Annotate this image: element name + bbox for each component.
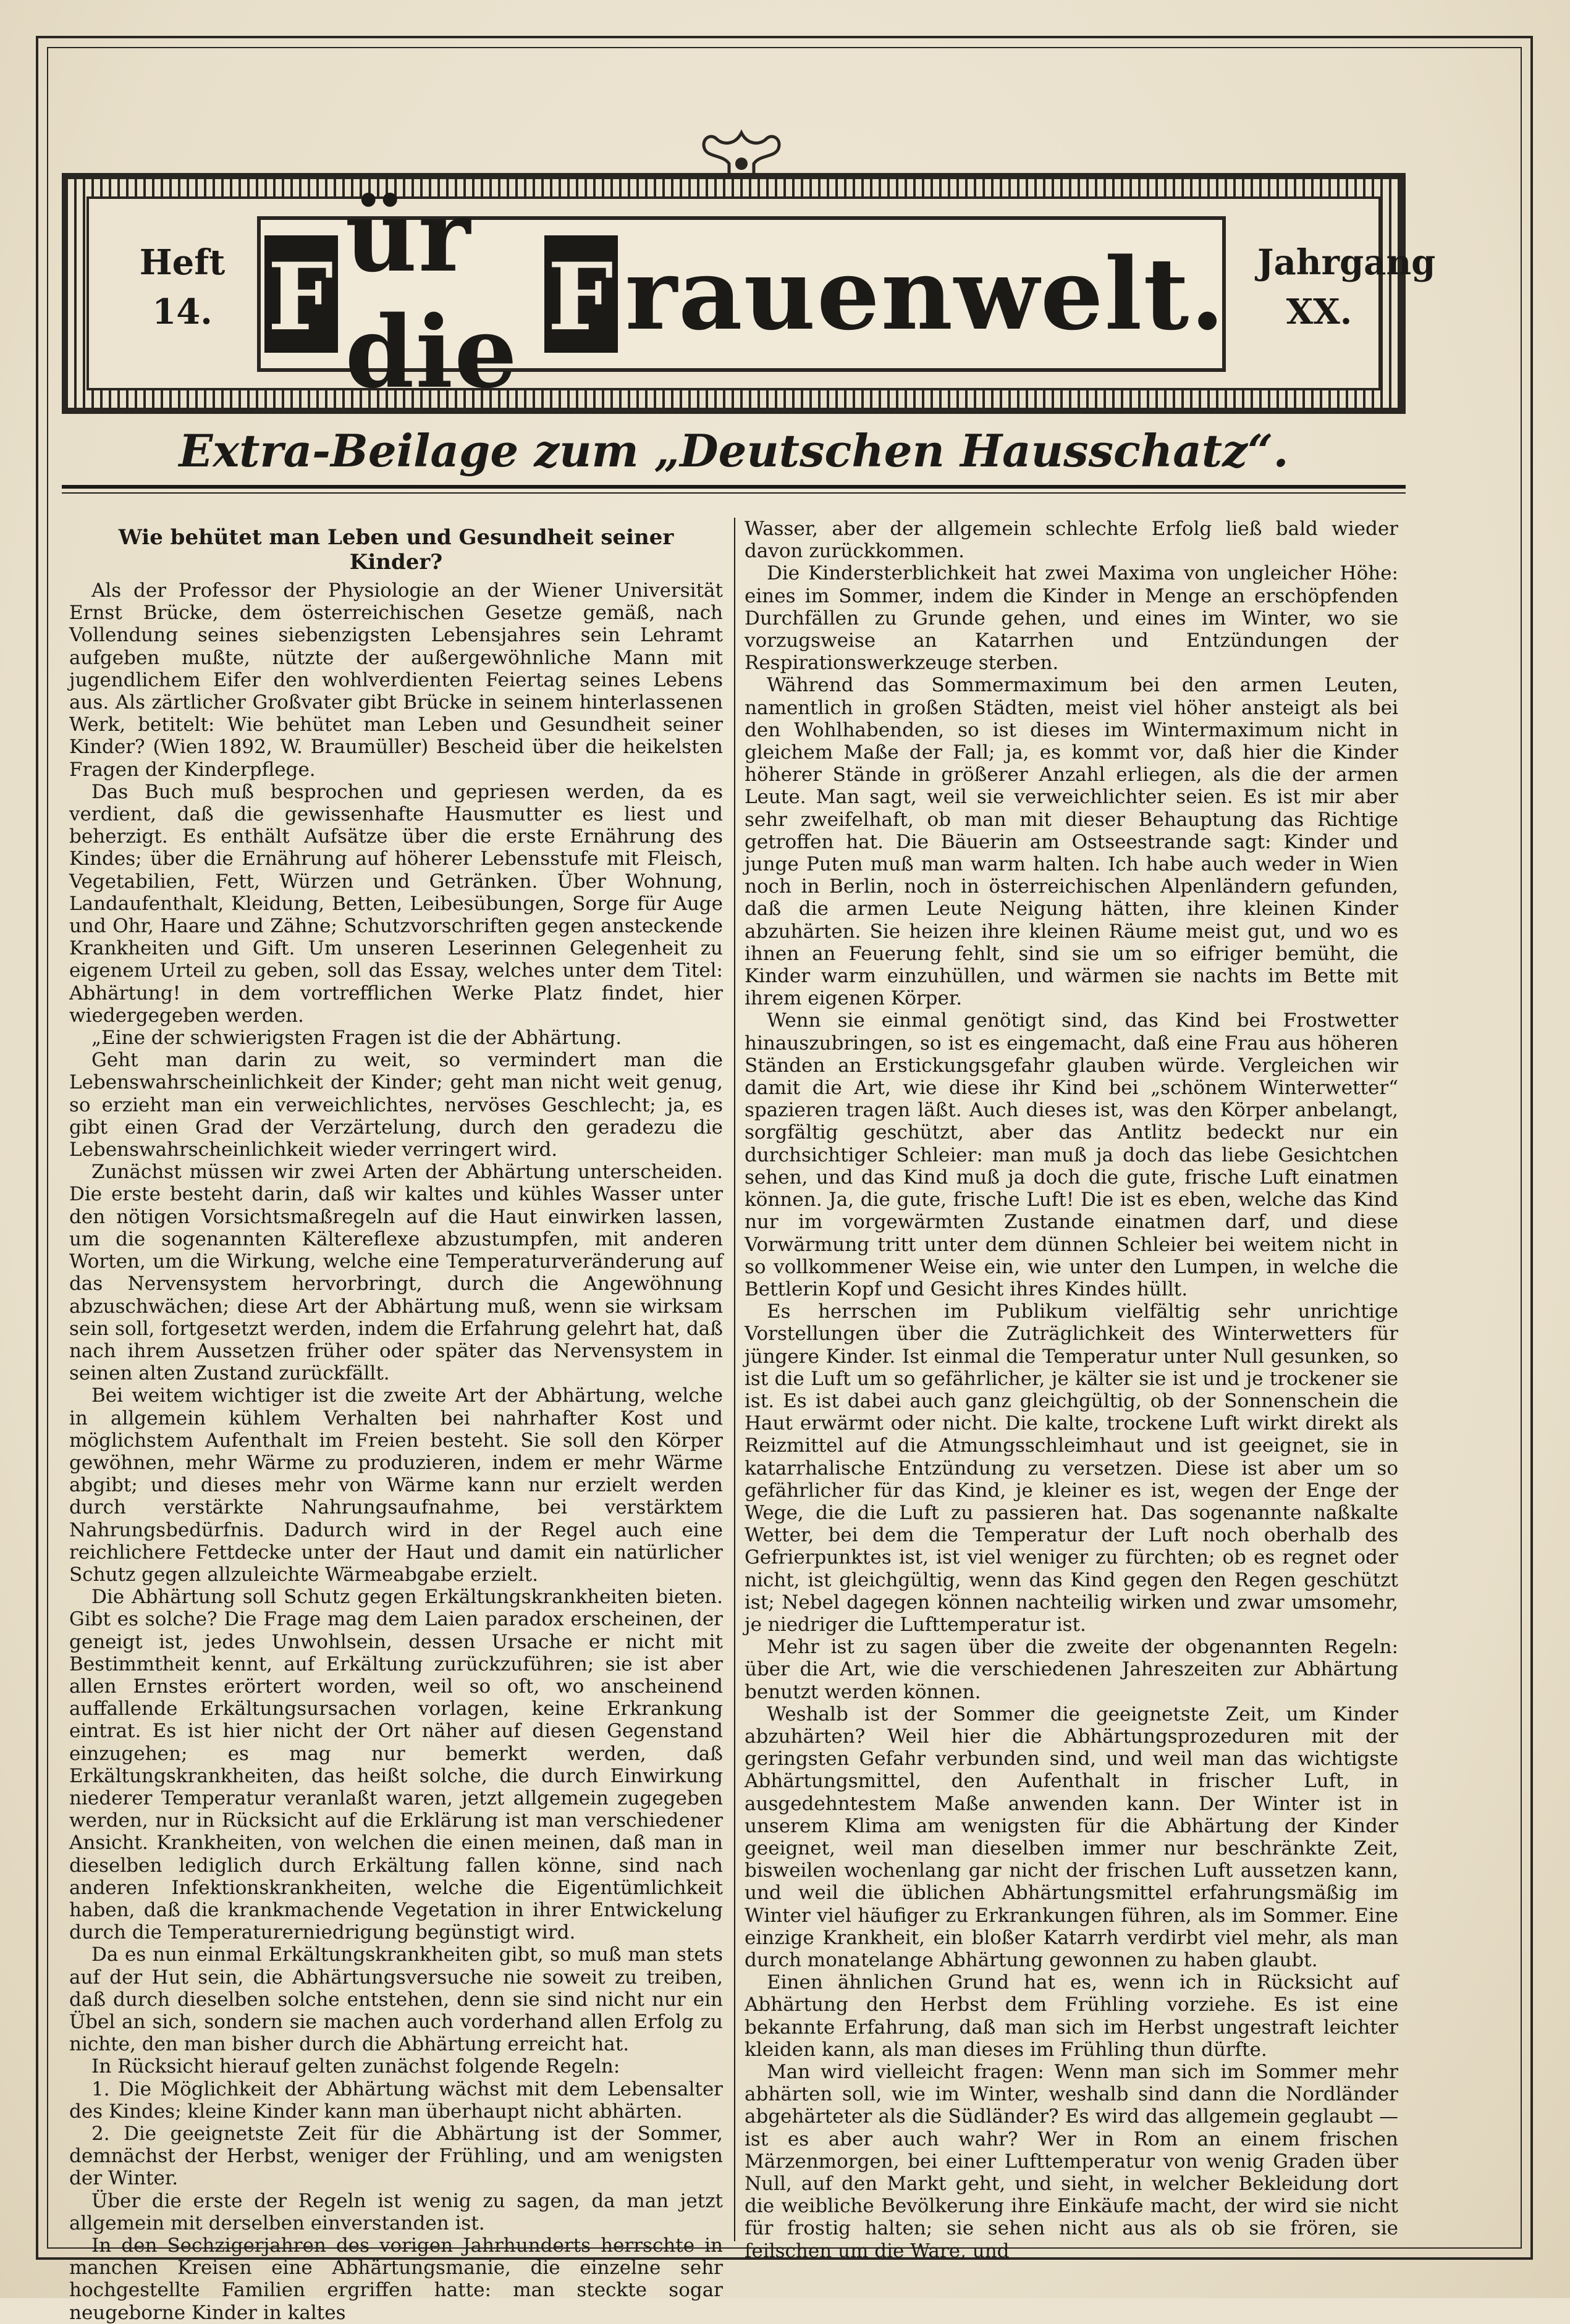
paragraph: Wasser, aber der allgemein schlechte Erfolg ließ bald wieder davon zurückkommen. — [745, 518, 1398, 563]
column-divider — [734, 518, 735, 2241]
heft-label: Heft — [139, 242, 226, 283]
title-initial-f-1: F — [264, 235, 338, 353]
paragraph: Als der Professor der Physiologie an der Wiener Universität Ernst Brücke, dem österreichischen Gesetze gemäß, nach Vollendung seines siebenzigsten Lebensjahres sein Lehramt aufgeben mußte, nützte der außergewöhnliche Mann mit jugendlichem Eifer den wohlverdienten Feiertag seines Lebens aus. Als zärtlicher Großvater gibt Brücke in seinem hinterlassenen Werk, betitelt: Wie behütet man Leben und Gesundheit seiner Kinder? (Wien 1892, W. Braumüller) Bescheid über die heikelsten Fragen der Kinderpflege. — [69, 579, 723, 781]
paragraph: Man wird vielleicht fragen: Wenn man sich im Sommer mehr abhärten soll, wie im Winter, weshalb sind dann die Nordländer abgehärteter als die Südländer? Es wird das allgemein geglaubt — ist es aber auch wahr? Wer in Rom an einem frischen Märzenmorgen, bei einer Lufttemperatur von wenig Graden über Null, auf den Markt geht, und sieht, in welcher Bekleidung dort die weibliche Bevölkerung ihre Einkäufe macht, der wird sie nicht für frostig halten; sie sehen nicht aus als ob sie frören, sie feilschen um die Ware, und — [745, 2061, 1398, 2262]
left-column — [69, 518, 723, 2324]
title-part-2: rauenwelt. — [625, 236, 1226, 352]
article-title: Wie behütet man Leben und Gesundheit seiner Kinder? — [118, 525, 674, 575]
left-column-text — [69, 579, 723, 2324]
paragraph: Mehr ist zu sagen über die zweite der obgenannten Regeln: über die Art, wie die verschiedenen Jahreszeiten zur Abhärtung benutzt werden können. — [745, 1636, 1398, 1703]
paragraph: Einen ähnlichen Grund hat es, wenn ich in Rücksicht auf Abhärtung den Herbst dem Frühling vorziehe. Es ist eine bekannte Erfahrung, daß man sich im Herbst ungestraft leichter kleiden kann, als man dieses im Frühling thun dürfte. — [745, 1971, 1398, 2061]
paragraph: Es herrschen im Publikum vielfältig sehr unrichtige Vorstellungen über die Zuträglichkeit des Winterwetters für jüngere Kinder. Ist einmal die Temperatur unter Null gesunken, so ist die Luft um so gefährlicher, je kälter sie ist und je trockener sie ist. Es ist dabei auch ganz gleichgültig, ob der Sonnenschein die Haut erwärmt oder nicht. Die kalte, trockene Luft wirkt direkt als Reizmittel auf die Atmungsschleimhaut und ist geeignet, sie in katarrhalische Entzündung zu versetzen. Diese ist aber um so gefährlicher für das Kind, je kleiner es ist, wegen der Enge der Wege, die die Luft zu passieren hat. Das sogenannte naßkalte Wetter, bei dem die Temperatur der Luft noch oberhalb des Gefrierpunktes ist, ist viel weniger zu fürchten; ob es regnet oder nicht, ist gleichgültig, wenn das Kind gegen den Regen geschützt ist; Nebel dagegen können nachteilig wirken und zwar umsomehr, je niedriger die Lufttemperatur ist. — [745, 1300, 1398, 1636]
paragraph: Zunächst müssen wir zwei Arten der Abhärtung unterscheiden. Die erste besteht darin, daß wir kaltes und kühles Wasser unter den nötigen Vorsichtsmaßregeln auf die Haut einwirken lassen, um die sogenannten Kältereflexe abzustumpfen, mit anderen Worten, um die Wirkung, welche eine Temperaturveränderung auf das Nervensystem hervorbringt, durch die Angewöhnung abzuschwächen; diese Art der Abhärtung muß, wenn sie wirksam sein soll, fortgesetzt werden, indem die Erfahrung gelehrt hat, daß nach ihrem Aussetzen früher oder später das Nervensystem in seinen alten Zustand zurückfällt. — [69, 1161, 723, 1385]
paragraph: Das Buch muß besprochen und gepriesen werden, da es verdient, daß die gewissenhafte Hausmutter es liest und beherzigt. Es enthält Aufsätze über die erste Ernährung des Kindes; über die Ernährung auf höherer Lebensstufe mit Fleisch, Vegetabilien, Fett, Würzen und Getränken. Über Wohnung, Landaufenthalt, Kleidung, Betten, Leibesübungen, Sorge für Auge und Ohr, Haare und Zähne; Schutzvorschriften gegen ansteckende Krankheiten und Gift. Um unseren Leserinnen Gelegenheit zu eigenem Urteil zu geben, soll das Essay, welches unter dem Titel: Abhärtung! in dem vortrefflichen Werke Platz findet, hier wiedergegeben werden. — [69, 780, 723, 1027]
paragraph: 1. Die Möglichkeit der Abhärtung wächst mit dem Lebensalter des Kindes; kleine Kinder kann man überhaupt nicht abhärten. — [69, 2078, 723, 2123]
title-part-1: ür die — [345, 178, 518, 410]
paragraph: Über die erste der Regeln ist wenig zu sagen, da man jetzt allgemein mit derselben einverstanden ist. — [69, 2189, 723, 2234]
paragraph: Während das Sommermaximum bei den armen Leuten, namentlich in großen Städten, meist viel höher ansteigt als bei den Wohlhabenden, so ist dieses im Wintermaximum nicht in gleichem Maße der Fall; ja, es kommt vor, daß hier die Kinder höherer Stände in größerer Anzahl erliegen, als die der armen Leute. Man sagt, weil sie verweichlichter seien. Es ist mir aber sehr zweifelhaft, ob man mit dieser Behauptung das Richtige getroffen hat. Die Bäuerin am Ostseestrande sagt: Kinder und junge Puten muß man warm halten. Ich habe auch weder in Wien noch in Berlin, noch in österreichischen Alpenländern gefunden, daß die armen Leute Neigung hätten, ihre kleinen Kinder abzuhärten. Sie heizen ihre kleinen Räume meist gut, und wo es ihnen an Feuerung fehlt, sind sie um so eifriger bemüht, die Kinder warm einzuhüllen, und wärmen sie nachts im Bette mit ihrem eigenen Körper. — [745, 674, 1398, 1010]
title-initial-f-2: F — [544, 235, 618, 353]
paragraph: Die Kindersterblichkeit hat zwei Maxima von ungleicher Höhe: eines im Sommer, indem die Kinder in Menge an erschöpfenden Durchfällen zu Grunde gehen, und eines im Winter, wo sie vorzugsweise an Katarrhen und Entzündungen der Respirationswerkzeuge sterben. — [745, 562, 1398, 675]
right-column — [745, 518, 1398, 2262]
paragraph: Bei weitem wichtiger ist die zweite Art der Abhärtung, welche in allgemein kühlem Verhalten bei nahrhafter Kost und möglichstem Aufenthalt im Freien besteht. Sie soll den Körper gewöhnen, mehr Wärme zu produzieren, indem er mehr Wärme abgibt; und dieses mehr von Wärme kann nur erzielt werden durch verstärkte Nahrungsaufnahme, bei verstärktem Nahrungsbedürfnis. Dadurch wird in der Regel auch eine reichlichere Fettdecke unter der Haut und damit ein natürlicher Schutz gegen allzuleichte Wärmeabgabe erzielt. — [69, 1384, 723, 1586]
masthead-title — [257, 178, 1226, 410]
paragraph: Wenn sie einmal genötigt sind, das Kind bei Frostwetter hinauszubringen, so ist es eingemacht, daß eine Frau aus höheren Ständen an Erstickungsgefahr glauben würde. Vergleichen wir damit die Art, wie diese ihr Kind bei „schönem Winterwetter“ spazieren tragen läßt. Auch dieses ist, was den Körper anbelangt, sorgfältig geschützt, aber das Antlitz bedeckt nur ein durchsichtiger Schleier: man muß ja doch das liebe Gesichtchen sehen, und das Kind muß ja doch die gute, frische Luft einatmen können. Ja, die gute, frische Luft! Die ist es eben, welche das Kind nur im vorgewärmten Zustande einatmen darf, und diese Vorwärmung tritt unter dem dünnen Schleier bei weitem nicht in so vollkommener Weise ein, wie unter den Lumpen, in welche die Bettlerin Kopf und Gesicht ihres Kindes hüllt. — [745, 1009, 1398, 1300]
header-rule-thin — [62, 492, 1406, 494]
jahrgang-label: Jahrgang — [1257, 242, 1436, 283]
right-column-text — [745, 518, 1398, 2262]
issue-number — [120, 238, 244, 337]
jahrgang-number: XX. — [1286, 292, 1353, 332]
header-rule-thick — [62, 485, 1406, 489]
paragraph: Die Abhärtung soll Schutz gegen Erkältungskrankheiten bieten. Gibt es solche? Die Frage mag dem Laien paradox erscheinen, der geneigt ist, jedes Unwohlsein, dessen Ursache er nicht mit Bestimmtheit kennt, auf Erkältung zurückzuführen; sie ist aber allen Ernstes erörtert worden, weil so oft, wo anscheinend auffallende Erkältungsursachen vorlagen, keine Erkrankung eintrat. Es ist hier nicht der Ort näher auf diesen Gegenstand einzugehen; es mag nur bemerkt werden, daß Erkältungskrankheiten, das heißt solche, die durch Einwirkung niederer Temperatur veranlaßt waren, jetzt allgemein zugegeben werden, nur in Rücksicht auf die Erklärung ist man verschiedener Ansicht. Krankheiten, von welchen die einen meinen, daß man in dieselben lediglich durch Erkältung fallen könne, sind nach anderen Infektionskrankheiten, welche die Eigentümlichkeit haben, daß die krankmachende Vegetation in ihrer Entwickelung durch die Temperaturerniedrigung begünstigt wird. — [69, 1586, 723, 1944]
paragraph: Da es nun einmal Erkältungskrankheiten gibt, so muß man stets auf der Hut sein, die Abhärtungsversuche nie soweit zu treiben, daß durch dieselben solche entstehen, denn sie sind nicht nur ein Übel an sich, sondern sie machen auch vorderhand allen Erfolg zu nichte, den man bisher durch die Abhärtung erreicht hat. — [69, 1943, 723, 2056]
paragraph: Weshalb ist der Sommer die geeignetste Zeit, um Kinder abzuhärten? Weil hier die Abhärtungsprozeduren mit der geringsten Gefahr verbunden sind, und weil man das wichtigste Abhärtungsmittel, den Aufenthalt in frischer Luft, in ausgedehntestem Maße anwenden kann. Der Winter ist in unserem Klima am wenigsten für die Abhärtung der Kinder geeignet, weil man dieselben immer nur beschränkte Zeit, bisweilen wochenlang gar nicht der frischen Luft aussetzen kann, und weil die üblichen Abhärtungsmittel erfahrungsmäßig im Winter viel häufiger zu Erkrankungen führen, als im Sommer. Eine einzige Krankheit, ein bloßer Katarrh verdirbt viel mehr, als man durch monatelange Abhärtung gewonnen zu haben glaubt. — [745, 1703, 1398, 1971]
paragraph: In Rücksicht hierauf gelten zunächst folgende Regeln: — [91, 2055, 620, 2078]
paragraph: 2. Die geeignetste Zeit für die Abhärtung ist der Sommer, demnächst der Herbst, weniger der Frühling, und am wenigsten der Winter. — [69, 2123, 723, 2190]
paragraph: Geht man darin zu weit, so vermindert man die Lebenswahrscheinlichkeit der Kinder; geht man nicht weit genug, so erzieht man ein verweichlichtes, nervöses Geschlecht; ja, es gibt einen Grad der Verzärtelung, durch den geradezu die Lebenswahrscheinlichkeit wieder verringert wird. — [69, 1049, 723, 1161]
volume-number — [1257, 238, 1436, 337]
paragraph: „Eine der schwierigsten Fragen ist die der Abhärtung. — [91, 1027, 622, 1050]
heft-number: 14. — [152, 292, 213, 332]
masthead-subtitle: Extra-Beilage zum „Deutschen Hausschatz“. — [179, 424, 1289, 477]
paragraph: In den Sechzigerjahren des vorigen Jahrhunderts herrschte in manchen Kreisen eine Abhärtungsmanie, die einzelne sehr hochgestellte Familien ergriffen hatte: man steckte sogar neugeborne Kinder in kaltes — [69, 2234, 723, 2324]
